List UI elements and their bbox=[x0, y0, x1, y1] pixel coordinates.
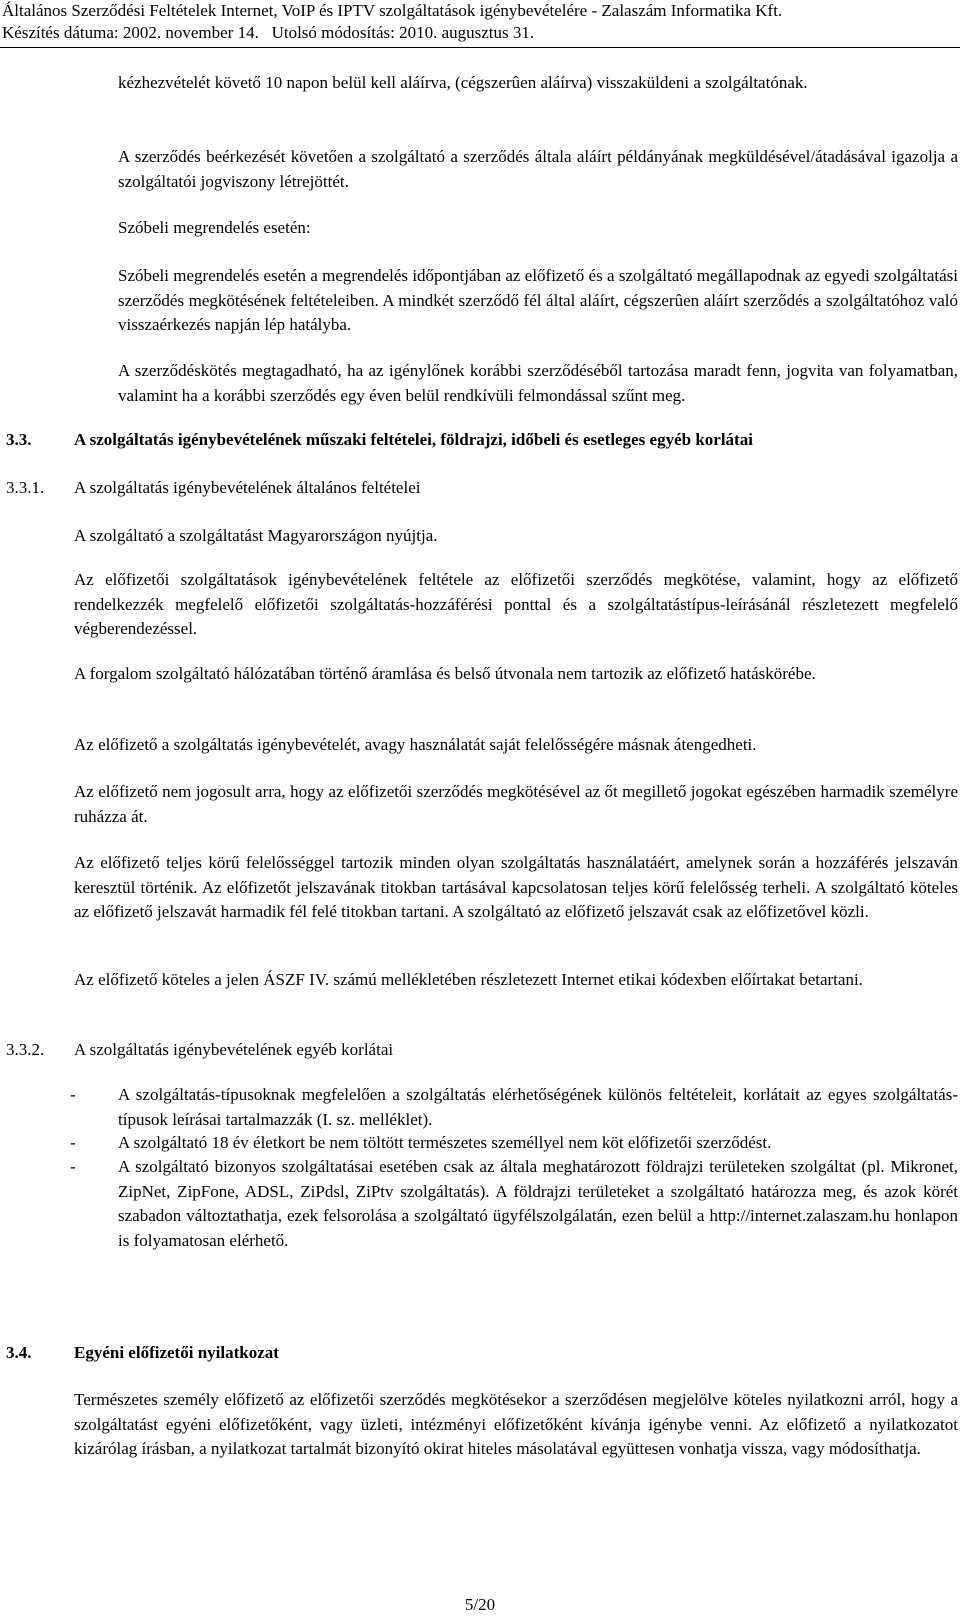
list-item-dash: - bbox=[70, 1085, 76, 1104]
paragraph-conditions: Az előfizetői szolgáltatások igénybevételének feltétele az előfizetői szerződés megkötése, valamint, hogy az előfizető rendelkezzék megfelelő előfizetői szolgáltatás-hozzáférési ponttal és a szolgáltatástípus-leírásánál részletezett megfelelő végberendezéssel. bbox=[74, 570, 958, 638]
paragraph-oral-order: Szóbeli megrendelés esetén a megrendelés időpontjában az előfizető és a szolgáltató megállapodnak az egyedi szolgáltatási szerződés megkötésének feltételeiben. A mindkét szerződő fél által aláírt, cégszerûen aláírt szerződés a szolgáltatóhoz való visszaérkezés napján lép hatályba. bbox=[118, 266, 958, 334]
header-dates: Készítés dátuma: 2002. november 14. Utolsó módosítás: 2010. augusztus 31. bbox=[2, 23, 535, 42]
page-number: 5/20 bbox=[464, 1595, 496, 1614]
paragraph-rights: Az előfizető nem jogosult arra, hogy az előfizetői szerződés megkötésével az őt megillető jogokat egészében harmadik személyre ruházza át. bbox=[74, 782, 958, 826]
list-item: A szolgáltató bizonyos szolgáltatásai esetében csak az általa meghatározott földrajzi területeken szolgáltat (pl. Mikronet, ZipNet, ZipFone, ADSL, ZiPdsl, ZiPtv szolgáltatás). A földrajzi területeket a szolgáltató határozza meg, és azok körét szabadon változtathatja, ezek felsorolása a szolgáltató ügyfélszolgálatán, ezen belül a http://internet.zalaszam.hu honlapon is folyamatosan elérhető. bbox=[118, 1157, 958, 1250]
section-3-3-2-title: A szolgáltatás igénybevételének egyéb korlátai bbox=[74, 1040, 394, 1059]
section-3-3-2-number: 3.3.2. bbox=[6, 1040, 45, 1059]
document-header bbox=[0, 0, 960, 44]
paragraph-traffic: A forgalom szolgáltató hálózatában történő áramlása és belső útvonala nem tartozik az előfizető hatáskörébe. bbox=[74, 664, 816, 683]
paragraph-transfer-use: Az előfizető a szolgáltatás igénybevételét, avagy használatát saját felelősségére másnak átengedheti. bbox=[74, 735, 757, 754]
paragraph-return-deadline: kézhezvételét követő 10 napon belül kell aláírva, (cégszerûen aláírva) visszaküldeni a szolgáltatónak. bbox=[118, 73, 808, 92]
paragraph-ethics: Az előfizető köteles a jelen ÁSZF IV. számú mellékletében részletezett Internet etikai kódexben előírtakat betartani. bbox=[74, 970, 863, 989]
section-3-4-title: Egyéni előfizetői nyilatkozat bbox=[74, 1343, 279, 1362]
section-3-3-title: A szolgáltatás igénybevételének műszaki feltételei, földrajzi, időbeli és esetleges egyéb korlátai bbox=[74, 430, 753, 449]
paragraph-password: Az előfizető teljes körű felelősséggel tartozik minden olyan szolgáltatás használatáért, amelynek során a hozzáférés jelszaván keresztül történik. Az előfizetőt jelszavának titokban tartásával kapcsolatosan teljes körű felelősség terheli. A szolgáltató köteles az előfizető jelszavát harmadik fél felé titokban tartani. A szolgáltató az előfizető jelszavát csak az előfizetővel közli. bbox=[74, 853, 958, 921]
paragraph-oral-order-label: Szóbeli megrendelés esetén: bbox=[118, 218, 311, 237]
paragraph-hungary: A szolgáltató a szolgáltatást Magyarországon nyújtja. bbox=[74, 526, 438, 545]
section-3-3-1-number: 3.3.1. bbox=[6, 478, 45, 497]
section-3-4-number: 3.4. bbox=[6, 1343, 32, 1362]
list-item: A szolgáltató 18 év életkort be nem töltött természetes személlyel nem köt előfizetői szerződést. bbox=[118, 1133, 772, 1152]
list-item-dash: - bbox=[70, 1133, 76, 1152]
paragraph-refusal: A szerződéskötés megtagadható, ha az igénylőnek korábbi szerződéséből tartozása maradt fenn, jogvita van folyamatban, valamint ha a korábbi szerződés egy éven belül rendkívüli felmondással szűnt meg. bbox=[118, 361, 958, 405]
list-item-dash: - bbox=[70, 1157, 76, 1176]
section-3-3-number: 3.3. bbox=[6, 430, 32, 449]
section-3-3-1-title: A szolgáltatás igénybevételének általános feltételei bbox=[74, 478, 421, 497]
paragraph-contract-confirmation: A szerződés beérkezését követően a szolgáltató a szerződés általa aláírt példányának megküldésével/átadásával igazolja a szolgáltatói jogviszony létrejöttét. bbox=[118, 147, 958, 191]
paragraph-subscriber-declaration: Természetes személy előfizető az előfizetői szerződés megkötésekor a szerződésen megjelölve köteles nyilatkozni arról, hogy a szolgáltatást egyéni előfizetőként, vagy üzleti, intézményi előfizetőként kívánja igénybe venni. Az előfizető a nyilatkozatot kizárólag írásban, a nyilatkozat tartalmát bizonyító okirat hiteles másolatával együttesen vonhatja vissza, vagy módosíthatja. bbox=[74, 1390, 958, 1458]
list-item: A szolgáltatás-típusoknak megfelelően a szolgáltatás elérhetőségének különös feltételeit, korlátait az egyes szolgáltatás-típusok leírásai tartalmazzák (I. sz. melléklet). bbox=[118, 1085, 958, 1129]
header-rule bbox=[0, 47, 960, 48]
header-title: Általános Szerződési Feltételek Internet, VoIP és IPTV szolgáltatások igénybevételére - Zalaszám Informatika Kft. bbox=[2, 1, 783, 20]
